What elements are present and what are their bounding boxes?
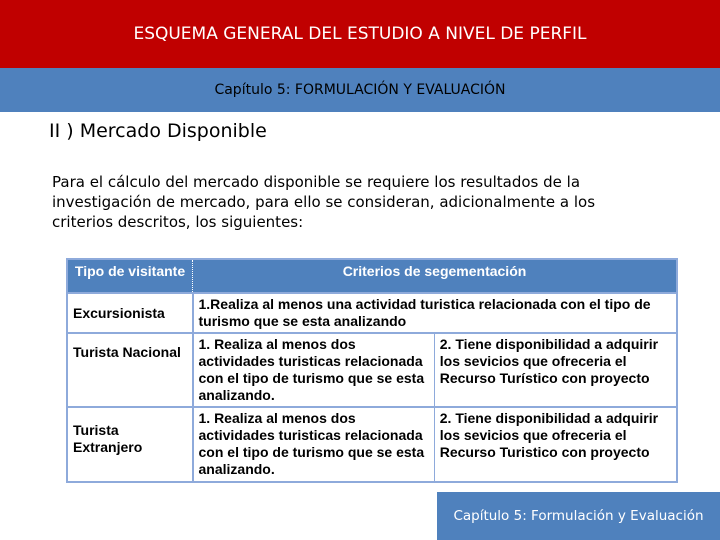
table-row (68, 293, 676, 333)
footer-chapter-label (437, 492, 720, 540)
header-visitor-type: Tipo de visitante (68, 260, 193, 293)
visitor-type-cell: Turista Extranjero (68, 407, 193, 481)
visitor-type-cell: Turista Nacional (68, 333, 193, 407)
intro-paragraph: Para el cálculo del mercado disponible se requiere los resultados de la investigación de mercado, para ello se consideran, adicionalmente a los criterios descritos, los siguientes: (52, 173, 596, 231)
criterion-cell: 2. Tiene disponibilidad a adquirir los sevicios que ofreceria el Recurso Turistico con proyecto (439, 410, 659, 460)
table-row (68, 407, 676, 481)
segmentation-grid (68, 260, 676, 481)
title-banner (0, 0, 720, 68)
table-header-row (68, 260, 676, 293)
page-title: ESQUEMA GENERAL DEL ESTUDIO A NIVEL DE PERFIL (133, 24, 587, 44)
criterion-cell: 1.Realiza al menos una actividad turistica relacionada con el tipo de turismo que se esta analizando (193, 293, 677, 333)
chapter-subtitle: Capítulo 5: FORMULACIÓN Y EVALUACIÓN (214, 82, 506, 98)
table-row (68, 333, 676, 407)
section-heading: II ) Mercado Disponible (49, 120, 267, 142)
criterion-cell: 1. Realiza al menos dos actividades turisticas relacionada con el tipo de turismo que se esta analizando. (193, 407, 435, 481)
segmentation-table (66, 258, 678, 483)
criterion-cell: 2. Tiene disponibilidad a adquirir los sevicios que ofreceria el Recurso Turístico con proyecto (434, 333, 676, 407)
visitor-type-cell: Excursionista (68, 293, 193, 333)
header-criteria: Criterios de segementación (193, 260, 677, 293)
footer-label: Capítulo 5: Formulación y Evaluación (453, 508, 704, 524)
criterion-cell: 1. Realiza al menos dos actividades turisticas relacionada con el tipo de turismo que se esta analizando. (193, 333, 435, 407)
chapter-banner (0, 68, 720, 112)
